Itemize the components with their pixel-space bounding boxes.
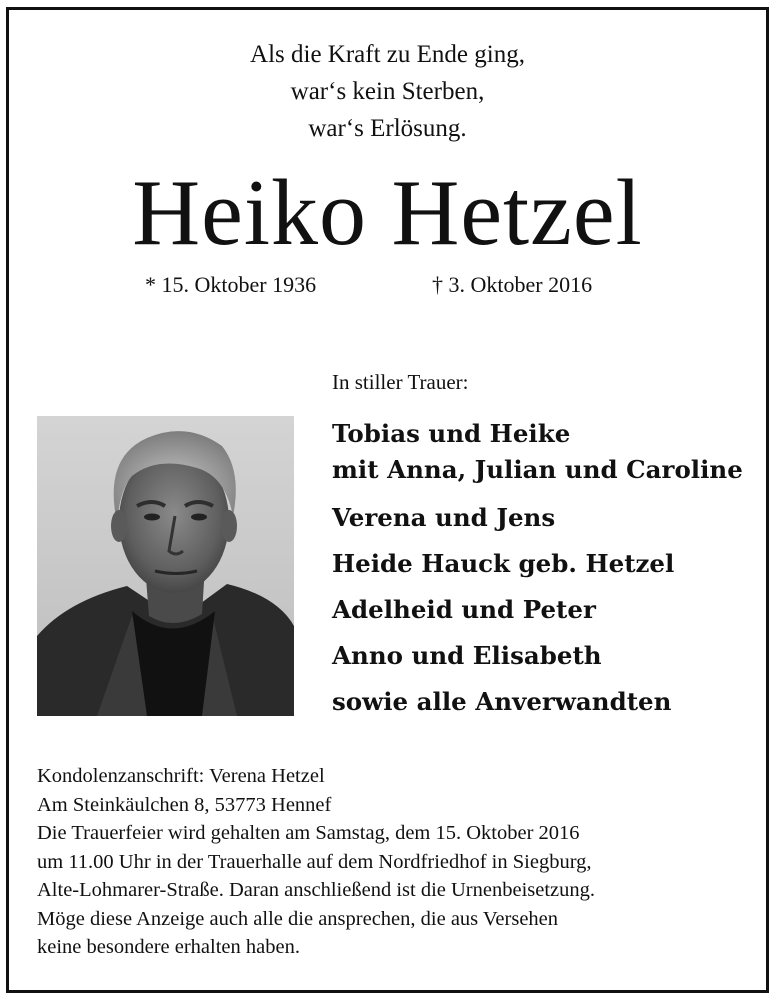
verse-line: Als die Kraft zu Ende ging, [250, 41, 525, 68]
mourner-line: Tobias und Heike [332, 419, 571, 448]
portrait-image [37, 416, 294, 716]
service-info-line: Alte-Lohmarer-Straße. Daran anschließend ist die Urnenbeisetzung. [37, 879, 596, 901]
birth-date: * 15. Oktober 1936 [145, 272, 317, 297]
service-info-line: Die Trauerfeier wird gehalten am Samstag, dem 15. Oktober 2016 [37, 822, 580, 844]
death-date: † 3. Oktober 2016 [432, 272, 593, 297]
mourner-line: Anno und Elisabeth [332, 641, 602, 670]
portrait-photo [37, 416, 294, 716]
mourner-line: mit Anna, Julian und Caroline [332, 455, 743, 484]
memorial-verse [0, 36, 775, 147]
mourner-line: Heide Hauck geb. Hetzel [332, 549, 675, 578]
mourner-line: sowie alle Anverwandten [332, 687, 672, 716]
condolence-and-service-info [37, 762, 595, 962]
verse-line: war‘s Erlösung. [308, 115, 467, 142]
condolence-address-line: Kondolenzanschrift: Verena Hetzel [37, 765, 325, 787]
mourning-intro: In stiller Trauer: [332, 370, 469, 394]
deceased-name: Heiko Hetzel [132, 161, 643, 265]
service-info-line: keine besondere erhalten haben. [37, 936, 300, 958]
service-info-line: Möge diese Anzeige auch alle die ansprechen, die aus Versehen [37, 907, 559, 930]
condolence-address-line: Am Steinkäulchen 8, 53773 Hennef [37, 793, 332, 816]
mourner-line: Adelheid und Peter [332, 595, 596, 624]
mourner-line: Verena und Jens [332, 503, 556, 532]
verse-line: war‘s kein Sterben, [290, 78, 485, 105]
service-info-line: um 11.00 Uhr in der Trauerhalle auf dem Nordfriedhof in Siegburg, [37, 850, 592, 873]
